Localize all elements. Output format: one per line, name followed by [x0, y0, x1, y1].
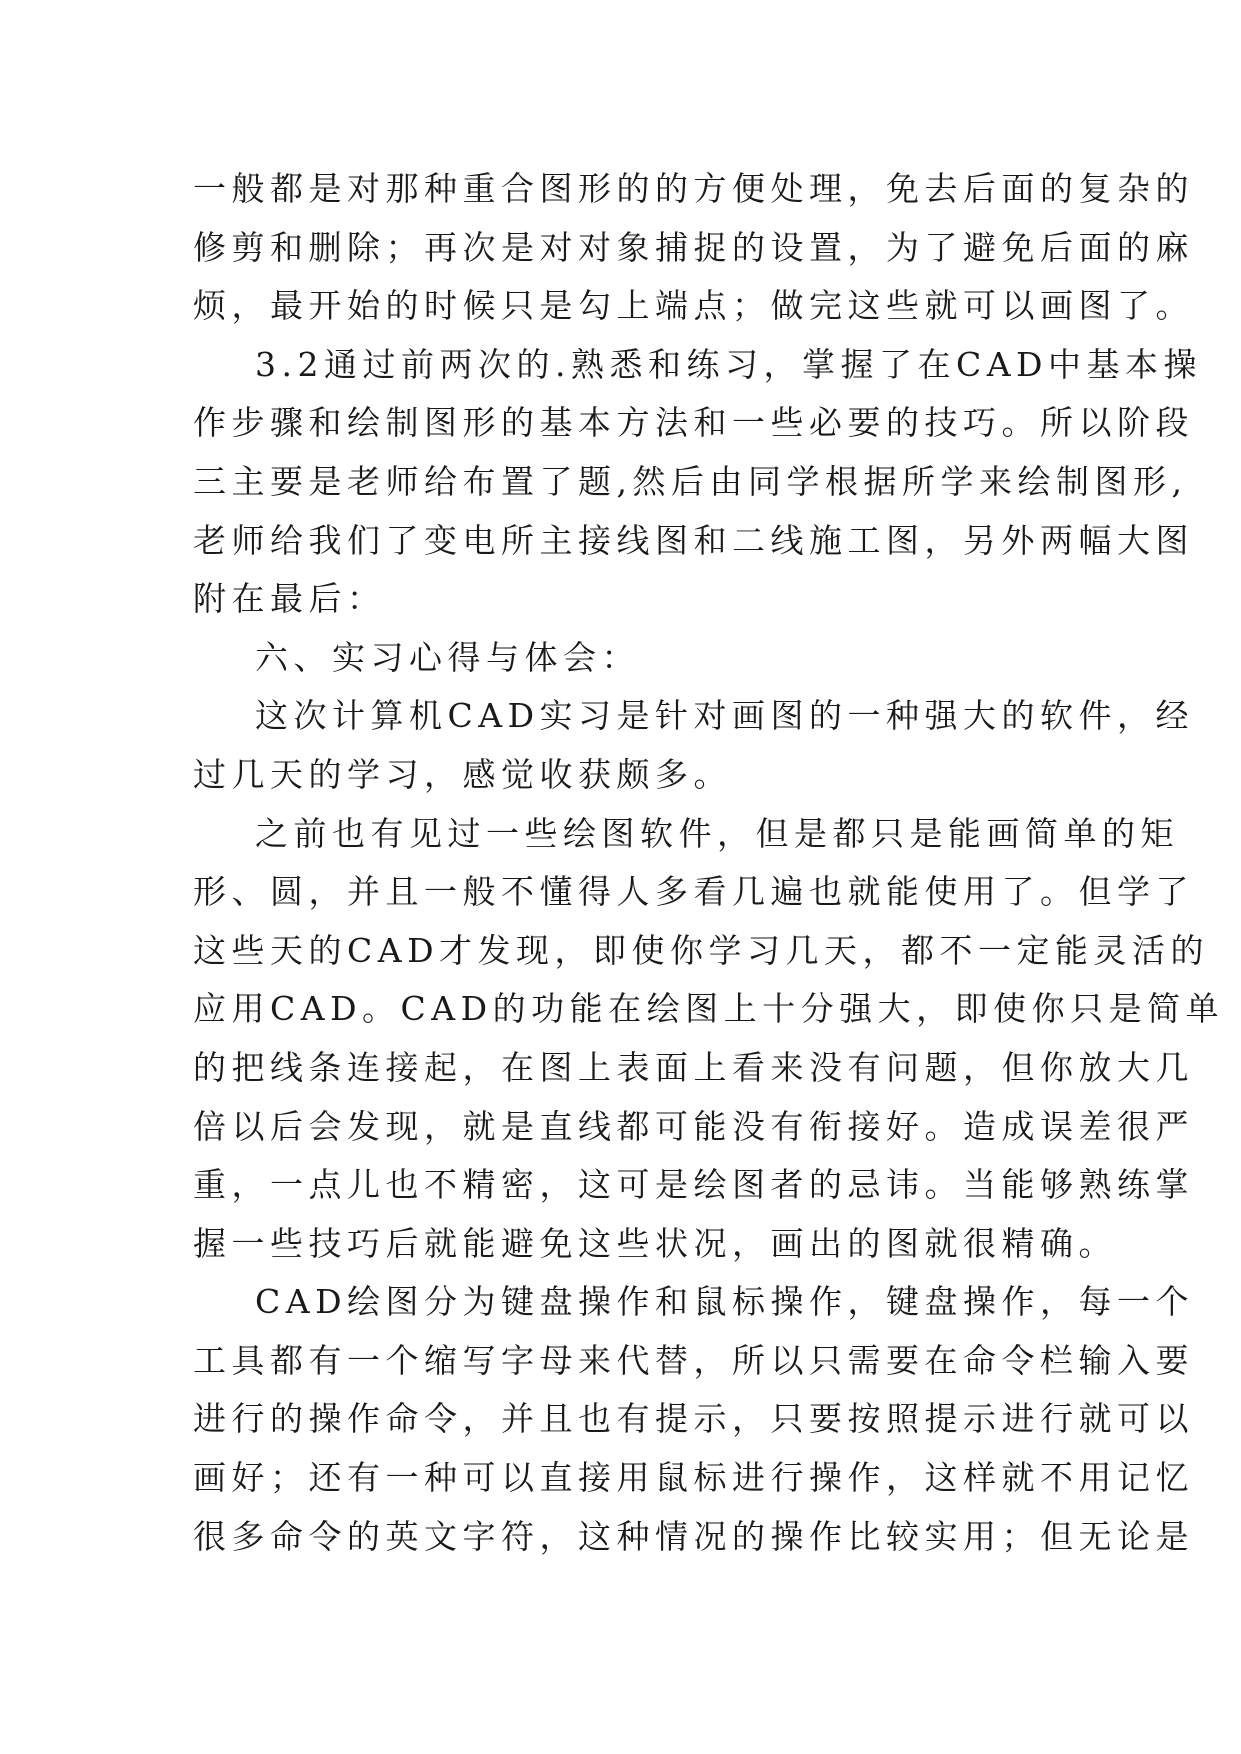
text-line: 修剪和删除；再次是对对象捕捉的设置，为了避免后面的麻 [193, 227, 1194, 267]
text-line: 工具都有一个缩写字母来代替，所以只需要在命令栏输入要 [193, 1340, 1194, 1380]
text-line: 握一些技巧后就能避免这些状况，画出的图就很精确。 [193, 1223, 1117, 1263]
text-line: 形、圆，并且一般不懂得人多看几遍也就能使用了。但学了 [193, 872, 1194, 912]
text-line: 附在最后： [193, 579, 386, 619]
text-line: 烦，最开始的时候只是勾上端点；做完这些就可以画图了。 [193, 286, 1194, 326]
text-line: 重，一点儿也不精密，这可是绘图者的忌讳。当能够熟练掌 [193, 1165, 1194, 1205]
paragraph-start-line: CAD绘图分为键盘操作和鼠标操作，键盘操作，每一个 [255, 1282, 1195, 1322]
text-line: 的把线条连接起，在图上表面上看来没有问题，但你放大几 [193, 1047, 1194, 1087]
text-line: 三主要是老师给布置了题,然后由同学根据所学来绘制图形, [193, 461, 1188, 501]
document-body [193, 160, 1225, 1566]
text-line: 画好；还有一种可以直接用鼠标进行操作，这样就不用记忆 [193, 1458, 1194, 1498]
paragraph-start-line: 这次计算机CAD实习是针对画图的一种强大的软件，经 [255, 696, 1195, 736]
section-heading: 六、实习心得与体会： [255, 637, 640, 677]
text-line: 作步骤和绘制图形的基本方法和一些必要的技巧。所以阶段 [193, 403, 1194, 443]
text-line: 应用CAD。CAD的功能在绘图上十分强大，即使你只是简单 [193, 989, 1225, 1029]
text-line: 老师给我们了变电所主接线图和二线施工图，另外两幅大图 [193, 520, 1194, 560]
text-line: 倍以后会发现，就是直线都可能没有衔接好。造成误差很严 [193, 1106, 1194, 1146]
text-line: 一般都是对那种重合图形的的方便处理，免去后面的复杂的 [193, 169, 1194, 208]
text-line: 这些天的CAD才发现，即使你学习几天，都不一定能灵活的 [193, 930, 1210, 970]
text-line: 过几天的学习，感觉收获颇多。 [193, 754, 732, 794]
text-line: 进行的操作命令，并且也有提示，只要按照提示进行就可以 [193, 1399, 1194, 1439]
paragraph-start-line: 之前也有见过一些绘图软件，但是都只是能画简单的矩 [255, 813, 1179, 853]
paragraph-start-line: 3.2通过前两次的.熟悉和练习，掌握了在CAD中基本操 [255, 344, 1203, 384]
text-line: 很多命令的英文字符，这种情况的操作比较实用；但无论是 [193, 1516, 1194, 1556]
